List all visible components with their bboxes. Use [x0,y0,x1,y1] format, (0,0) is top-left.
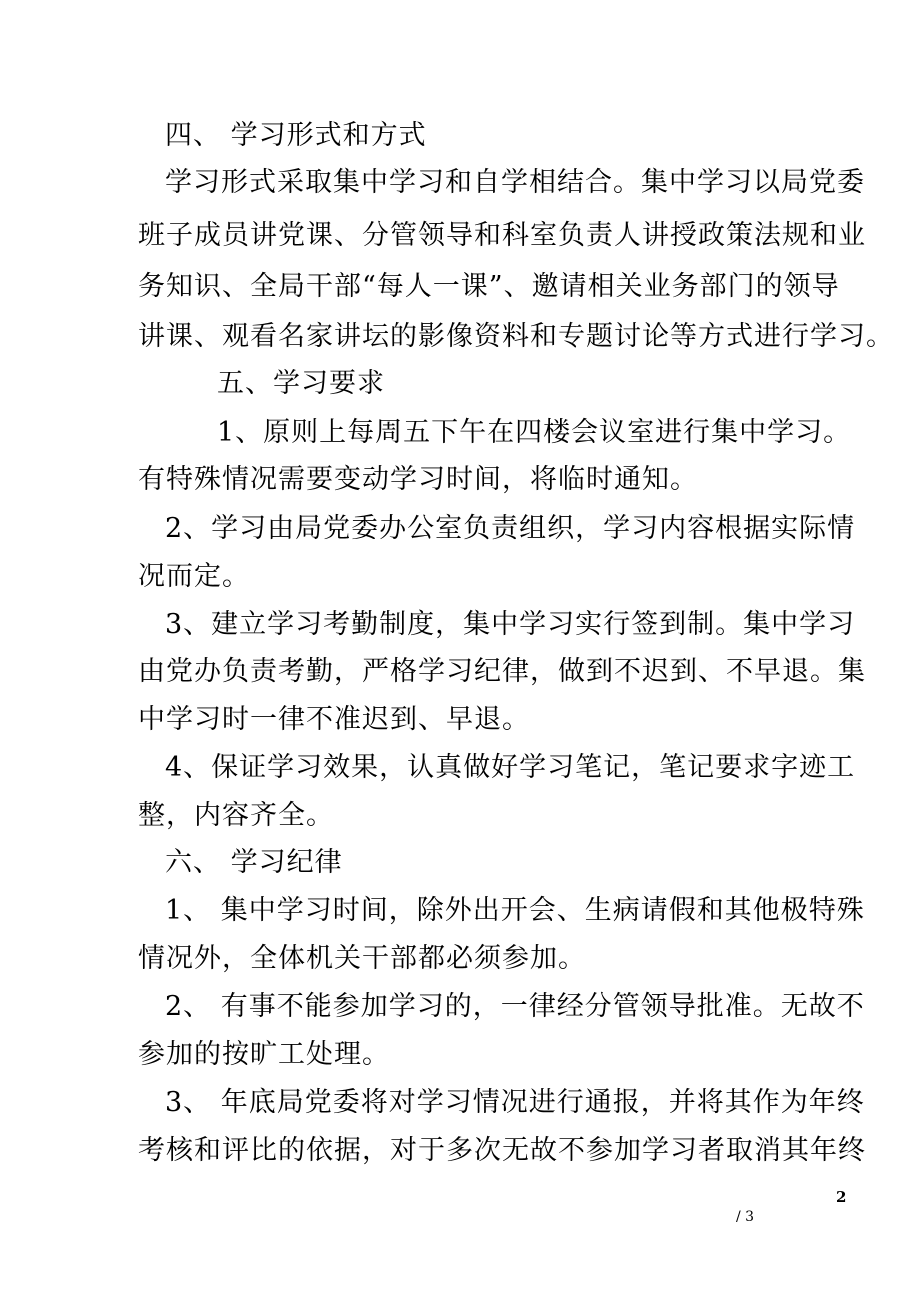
body-line: 务知识、全局干部“每人一课”、邀请相关业务部门的领导 [138,271,840,302]
section-heading-six: 六、 学习纪律 [165,847,343,878]
body-line: 讲课、观看名家讲坛的影像资料和专题讨论等方式进行学习。 [138,321,894,352]
body-line: 班子成员讲党课、分管领导和科室负责人讲授政策法规和业 [138,220,866,251]
body-line: 3、 年底局党委将对学习情况进行通报，并将其作为年终 [165,1087,865,1118]
body-line: 情况外，全体机关干部都必须参加。 [138,943,586,974]
body-line: 4、保证学习效果，认真做好学习笔记，笔记要求字迹工 [165,752,856,783]
section-heading-four: 四、 学习形式和方式 [165,120,427,151]
body-line: 3、建立学习考勤制度，集中学习实行签到制。集中学习 [165,609,856,640]
body-line: 考核和评比的依据，对于多次无故不参加学习者取消其年终 [138,1135,866,1166]
body-line: 学习形式采取集中学习和自学相结合。集中学习以局党委 [165,167,865,198]
body-line: 况而定。 [138,561,250,592]
body-line: 整，内容齐全。 [138,800,334,831]
body-line: 1、原则上每周五下午在四楼会议室进行集中学习。 [217,417,852,448]
body-line: 2、学习由局党委办公室负责组织，学习内容根据实际情 [165,513,856,544]
page-number: 2 [836,1188,847,1206]
body-line: 有特殊情况需要变动学习时间，将临时通知。 [138,464,698,495]
body-line: 由党办负责考勤，严格学习纪律，做到不迟到、不早退。集 [138,656,866,687]
body-line: 2、 有事不能参加学习的，一律经分管领导批准。无故不 [165,991,865,1022]
section-heading-five: 五、学习要求 [217,368,385,399]
body-line: 参加的按旷工处理。 [138,1039,390,1070]
page-total: / 3 [736,1209,755,1225]
body-line: 1、 集中学习时间，除外出开会、生病请假和其他极特殊 [165,895,865,926]
body-line: 中学习时一律不准迟到、早退。 [138,704,530,735]
